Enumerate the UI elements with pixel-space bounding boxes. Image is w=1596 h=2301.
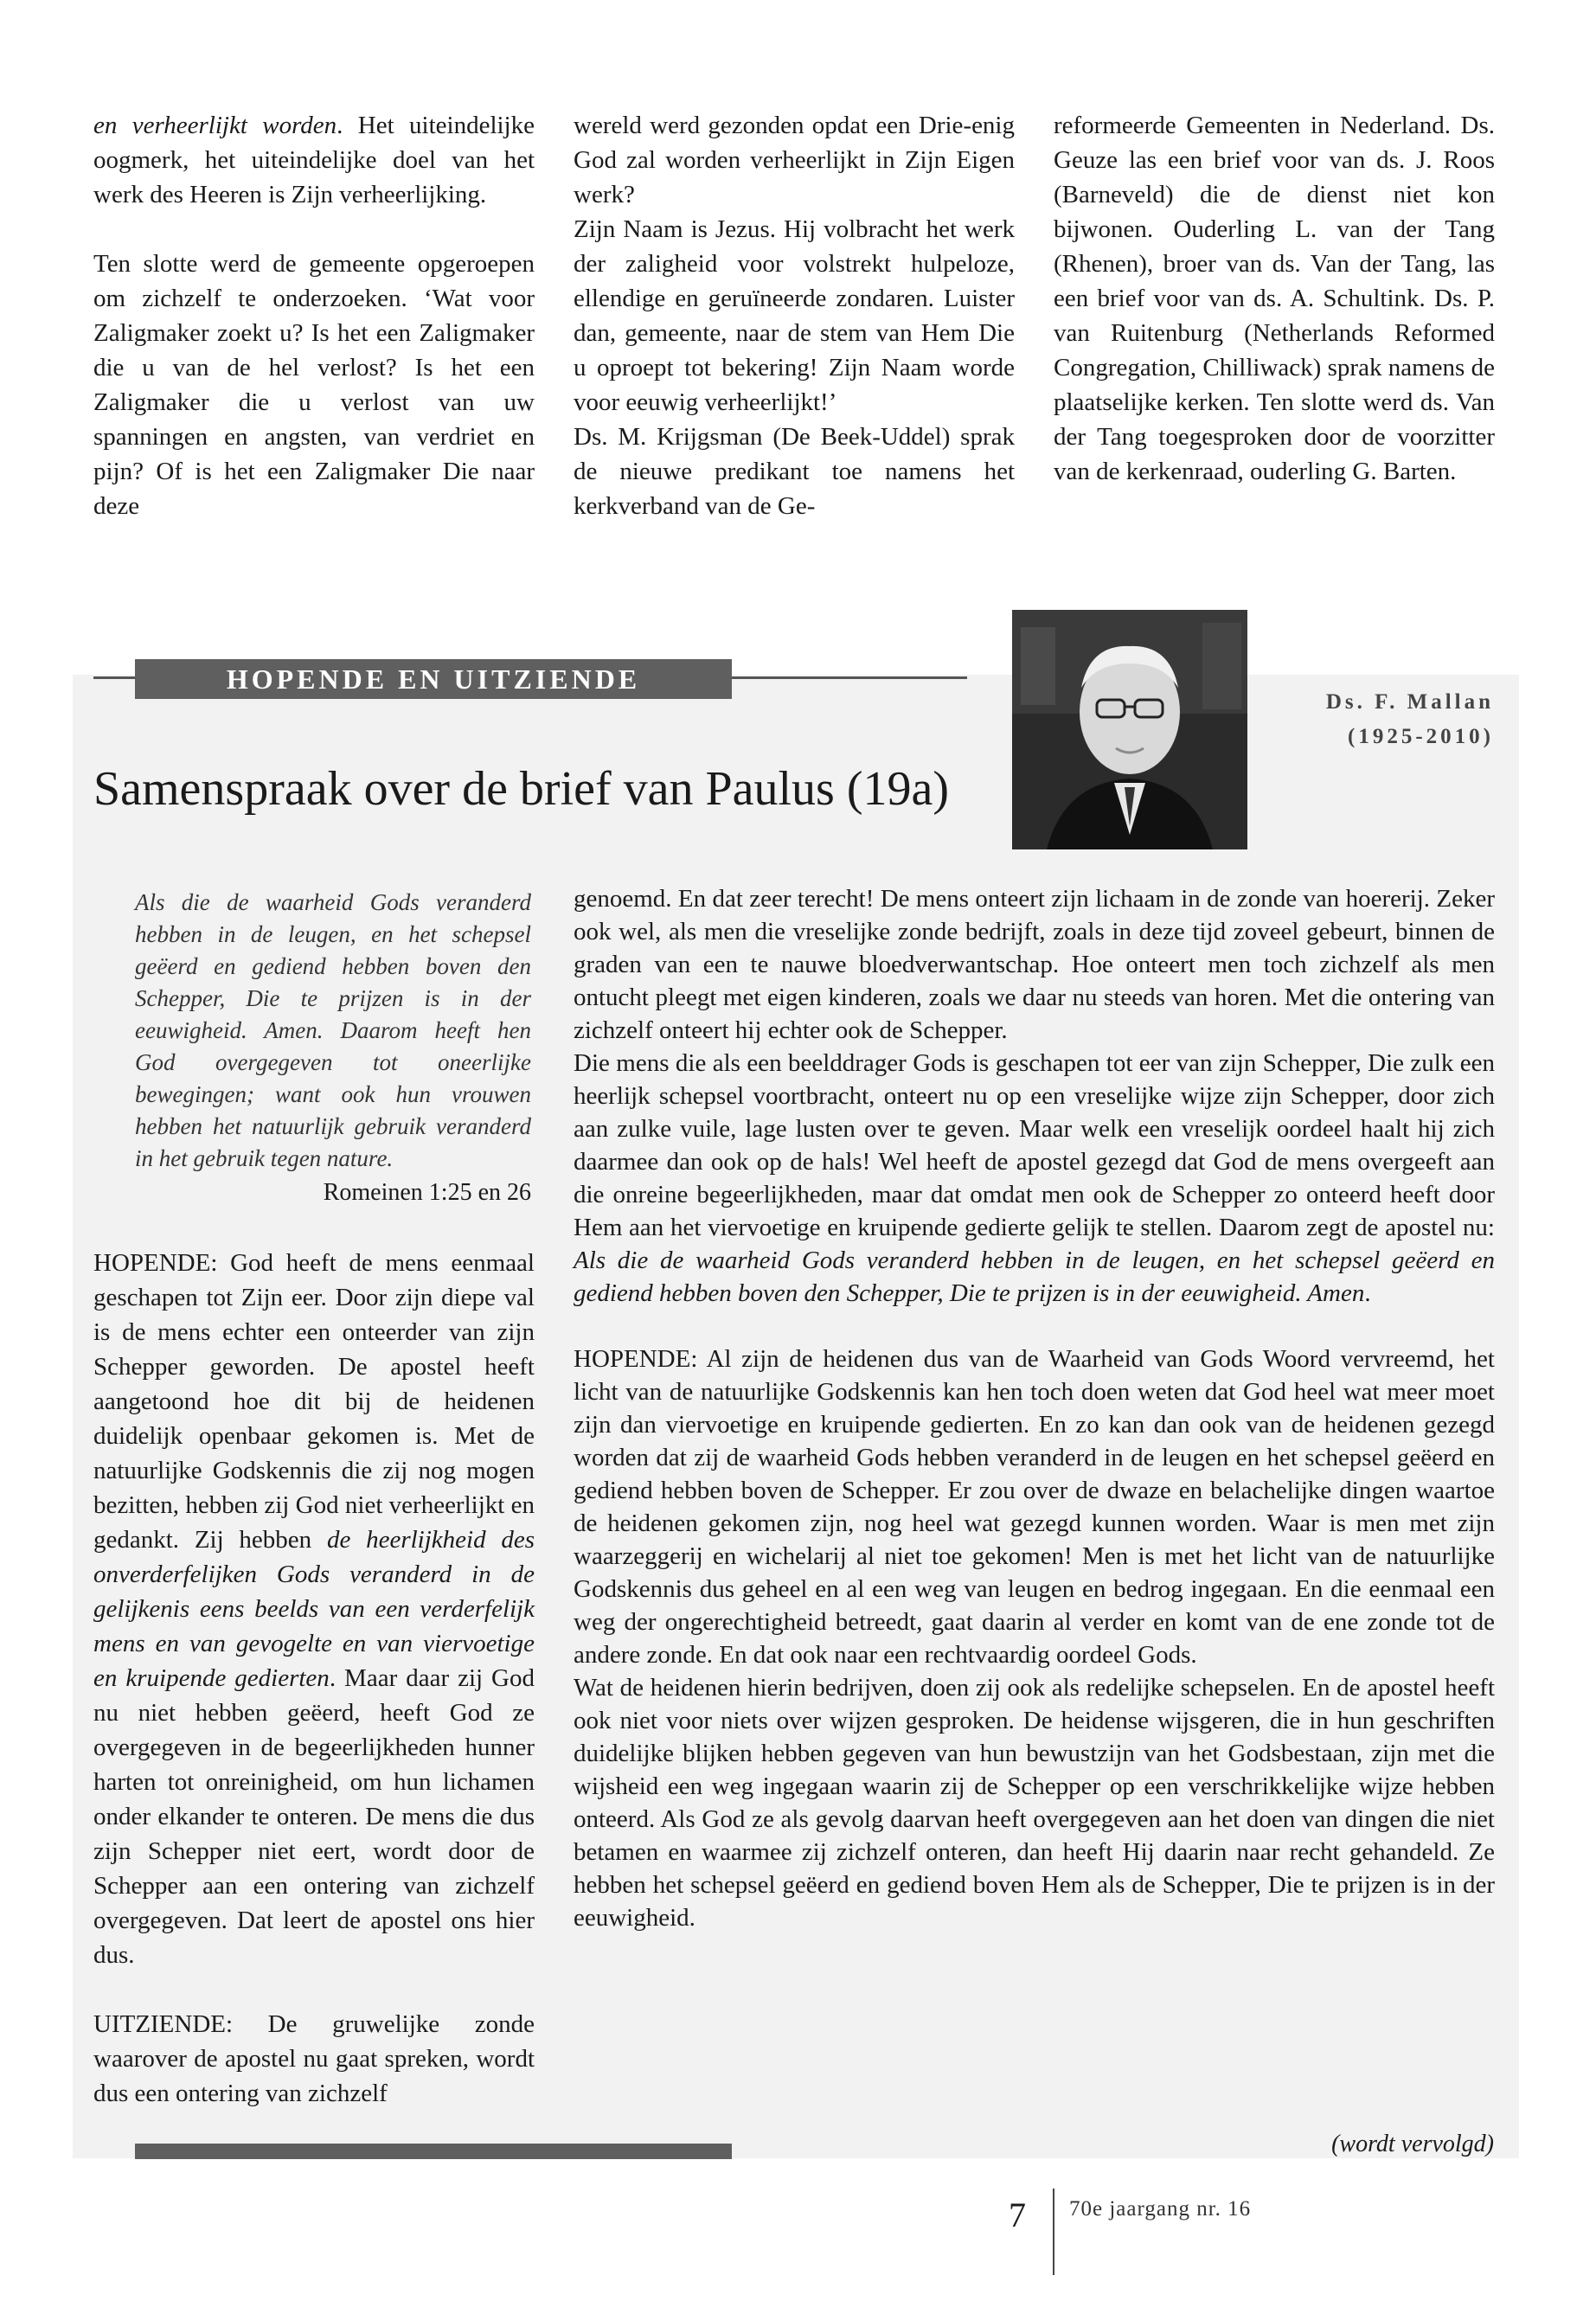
article-column-1	[93, 1246, 535, 2111]
article-title: Samenspraak over de brief van Paulus (19a)	[93, 762, 949, 816]
author-photo	[1012, 610, 1247, 849]
top-column-2	[574, 108, 1015, 523]
top-col1-paragraph-2: Ten slotte werd de gemeente opgeroepen om zichzelf te onderzoeken. ‘Wat voor Zaligmaker zoekt u? Is het een Zaligmaker die u van de hel verlost? Is het een Zaligmaker die u verlost van uw spanningen en angsten, van verdriet en pijn? Of is het een Zaligmaker Die naar deze	[93, 250, 535, 520]
section-tag: HOPENDE EN UITZIENDE	[135, 659, 732, 699]
footer-divider	[1053, 2189, 1054, 2275]
top-col2-paragraph-1: wereld werd gezonden opdat een Drie-enig God zal worden verheerlijkt in Zijn Eigen werk?	[574, 112, 1015, 208]
top-column-1	[93, 108, 535, 523]
footer-rule	[135, 2144, 732, 2159]
top-col2-paragraph-3: Ds. M. Krijgsman (De Beek-Uddel) sprak de nieuwe predikant toe namens het kerkverband van de Ge-	[574, 423, 1015, 520]
article-col1-paragraph-2: UITZIENDE: De gruwelijke zonde waarover de apostel nu gaat spreken, wordt dus een ontering van zichzelf	[93, 2010, 535, 2107]
top-col2-paragraph-2: Zijn Naam is Jezus. Hij volbracht het werk der zaligheid voor volstrekt hulpeloze, ellendige en geruïneerde zondaren. Luister dan, gemeente, naar de stem van Hem Die u oproept tot bekering! Zijn Naam worde voor eeuwig verheerlijkt!’	[574, 215, 1015, 416]
author-years: (1925-2010)	[1348, 725, 1494, 748]
top-column-3	[1054, 108, 1495, 489]
article-col1-paragraph-1: HOPENDE: God heeft de mens eenmaal geschapen tot Zijn eer. Door zijn diepe val is de mens echter een onteerder van zijn Schepper geworden. De apostel heeft aangetoond hoe dit bij de heidenen duidelijk openbaar gekomen is. Met de natuurlijke Godskennis die zij nog mogen bezitten, hebben zij God niet verheerlijkt en gedankt. Zij hebben de heerlijkheid des onverderfelijken Gods veranderd in de gelijkenis eens beelds van een verderfelijk mens en van gevogelte en van viervoetige en kruipende gedierten. Maar daar zij God nu niet hebben geëerd, heeft God ze overgegeven in de begeerlijkheden hunner harten tot onreinigheid, om hun lichamen onder elkander te onteren. De mens die dus zijn Schepper niet eert, wordt door de Schepper aan een ontering van zichzelf overgegeven. Dat leert de apostel ons hier dus.	[93, 1249, 535, 1969]
article-col2-paragraph-1: genoemd. En dat zeer terecht! De mens onteert zijn lichaam in de zonde van hoererij. Zeker ook wel, als men die vreselijke zonde bedrijft, zoals in deze tijd zoveel gebeurt, binnen de graden van een te nauwe bloedverwantschap. Hoe onteert men toch zichzelf als men ontucht pleegt met eigen kinderen, zoals we daar nu steeds van horen. Met die ontering van zichzelf onteert hij echter ook de Schepper.	[574, 885, 1495, 1044]
page-number: 7	[1009, 2195, 1026, 2234]
scripture-quote: Als die de waarheid Gods veranderd hebben in de leugen, en het schepsel geëerd en gediend hebben boven den Schepper, Die te prijzen is in der eeuwigheid. Amen. Daarom heeft hen God overgegeven tot oneerlijke bewegingen; want ook hun vrouwen hebben het natuurlijk gebruik veranderd in het gebruik tegen nature.	[135, 889, 531, 1171]
continued-note: (wordt vervolgd)	[1331, 2131, 1494, 2157]
author-byline	[1326, 685, 1494, 754]
article-col2-paragraph-3: HOPENDE: Al zijn de heidenen dus van de Waarheid van Gods Woord vervreemd, het licht van de natuurlijke Godskennis kan hen toch doen weten dat God heel wat meer moet zijn dan viervoetige en kruipende gedierten. En zo kan dan ook van de heidenen gezegd worden dat zij de waarheid Gods hebben veranderd in de leugen en het schepsel geëerd en gediend hebben boven de Schepper. Er zou over de dwaze en belachelijke dingen waartoe de heidenen gekomen zijn, nog heel wat gezegd kunnen worden. Waar is men met zijn waarzeggerij en wichelarij al niet toe gekomen! Men is met het licht van de natuurlijke Godskennis dus geheel en al een weg van leugen en bedrog ingegaan. En die eenmaal een weg der ongerechtigheid betreedt, gaat daarin al verder en komt van de ene zonde tot de andere zonde. En dat ook naar een rechtvaardig oordeel Gods.	[574, 1345, 1495, 1669]
article-column-2	[574, 882, 1495, 1934]
author-portrait-image	[1012, 610, 1247, 849]
scripture-reference: Romeinen 1:25 en 26	[323, 1179, 531, 1206]
article-col2-paragraph-4: Wat de heidenen hierin bedrijven, doen zij ook als redelijke schepselen. En de apostel heeft ook niet voor niets over wijzen gesproken. De heidense wijsgeren, die in hun geschriften duidelijke blijken hebben gegeven van hun bewustzijn van het Godsbestaan, zijn met die wijsheid een weg ingegaan waarin zij de Schepper op een verschrikkelijke wijze hebben onteerd. Als God ze als gevolg daarvan heeft overgegeven aan het doen van dingen die niet betamen en waarmee zij zichzelf onteren, dan heeft Hij daarin naar recht gehandeld. Ze hebben het schepsel geëerd en gediend boven Hem als de Schepper, Die te prijzen is in der eeuwigheid.	[574, 1674, 1495, 1932]
article-col2-paragraph-2: Die mens die als een beelddrager Gods is geschapen tot eer van zijn Schepper, Die zulk een heerlijk schepsel voortbracht, onteert nu op een vreselijke wijze zijn Schepper, door zich aan zulke vuile, lage lusten over te geven. Maar welk een vreselijk oordeel haalt hij zich daarmee dan ook op de hals! Wel heeft de apostel gezegd dat God de mens overgeeft aan die onreine begeerlijkheden, maar dat omdat men ook de Schepper zo onteerd heeft door Hem aan het viervoetige en kruipende gedierte gelijk te stellen. Daarom zegt de apostel nu: Als die de waarheid Gods veranderd hebben in de leugen, en het schepsel geëerd en gediend hebben boven den Schepper, Die te prijzen is in der eeuwigheid. Amen.	[574, 1049, 1495, 1307]
issue-info: 70e jaargang nr. 16	[1069, 2197, 1252, 2221]
top-col1-paragraph-1: en verheerlijkt worden. Het uiteindelijke oogmerk, het uiteindelijke doel van het werk des Heeren is Zijn verheerlijking.	[93, 112, 535, 208]
top-col3-paragraph-1: reformeerde Gemeenten in Nederland. Ds. Geuze las een brief voor van ds. J. Roos (Barneveld) die de dienst niet kon bijwonen. Ouderling L. van der Tang (Rhenen), broer van ds. Van der Tang, las een brief voor van ds. A. Schultink. Ds. P. van Ruitenburg (Netherlands Reformed Congregation, Chilliwack) sprak namens de plaatselijke kerken. Ten slotte werd ds. Van der Tang toegesproken door de voorzitter van de kerkenraad, ouderling G. Barten.	[1054, 112, 1495, 485]
author-name: Ds. F. Mallan	[1325, 690, 1494, 714]
